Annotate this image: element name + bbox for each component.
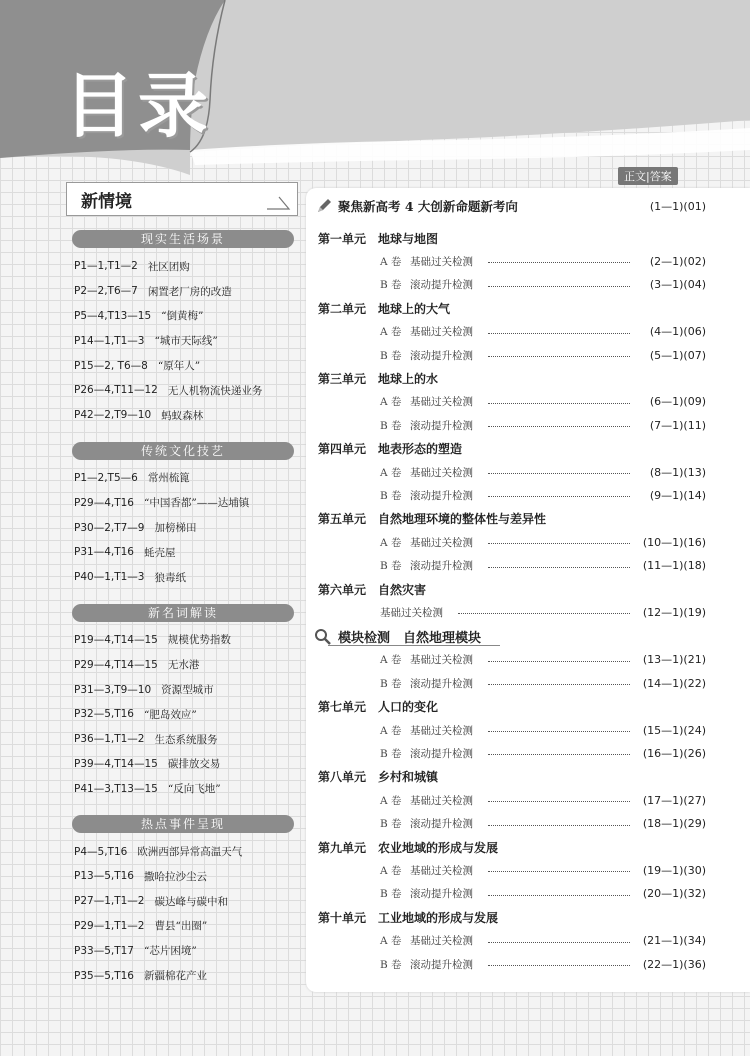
dot-leader	[488, 403, 630, 404]
test-name: 滚动提升检测	[410, 677, 473, 690]
volume-label: A 卷	[380, 654, 402, 667]
scenario-item[interactable]	[66, 565, 298, 590]
test-row[interactable]	[306, 276, 750, 294]
scenario-name: “反向飞地”	[167, 783, 221, 796]
test-row[interactable]	[306, 603, 750, 621]
scenario-name: 生态系统服务	[154, 733, 218, 746]
scenario-name: 新疆棉花产业	[144, 970, 207, 983]
unit-title-row[interactable]	[306, 229, 750, 247]
magnifier-icon	[314, 628, 332, 646]
unit-number: 第五单元	[318, 512, 367, 527]
unit-number: 第十单元	[318, 910, 367, 925]
category-header: 传统文化技艺	[72, 442, 294, 460]
scenario-code: P2—2,T6—7	[74, 285, 138, 298]
test-row[interactable]	[306, 815, 750, 833]
scenario-name: 蚂蚁森林	[161, 409, 204, 422]
dot-leader	[488, 473, 630, 474]
page-number: (7—1)(11)	[649, 418, 706, 432]
scenario-item[interactable]	[66, 304, 298, 329]
left-panel	[66, 182, 298, 988]
page-number: (2—1)(02)	[649, 254, 706, 268]
dot-leader	[488, 871, 630, 872]
column-tag: 正文|答案	[618, 167, 678, 185]
dot-leader	[488, 801, 630, 802]
test-name: 基础过关检测	[410, 466, 473, 479]
header-banner	[0, 0, 750, 183]
scenario-code: P29—4,T16	[74, 496, 134, 509]
page-number: (14—1)(22)	[642, 676, 706, 690]
scenario-name: 资源型城市	[161, 684, 214, 697]
test-name: 滚动提升检测	[410, 888, 473, 901]
category-header: 新名词解读	[72, 604, 294, 622]
scenario-name: “倒黄梅”	[161, 310, 204, 323]
scenario-name: 曹县“出圈”	[154, 920, 208, 933]
unit-title-row[interactable]	[306, 299, 750, 317]
right-panel	[306, 188, 750, 992]
scenario-name: “中国香都”——达埔镇	[144, 497, 250, 510]
scenario-code: P26—4,T11—12	[74, 384, 158, 397]
scenario-item[interactable]	[66, 254, 298, 279]
page-number: (9—1)(14)	[649, 488, 706, 502]
page-title: 目录	[64, 65, 212, 147]
scenario-item[interactable]	[66, 515, 298, 540]
dot-leader	[458, 613, 630, 614]
unit-title: 地表形态的塑造	[378, 442, 463, 457]
scenario-item[interactable]	[66, 652, 298, 677]
scenario-name: 常州梳篦	[147, 472, 190, 485]
scenario-name: 碳达峰与碳中和	[154, 895, 228, 908]
unit-title-row[interactable]	[306, 369, 750, 387]
test-name: 基础过关检测	[410, 864, 473, 877]
page-number: (13—1)(21)	[642, 653, 706, 667]
scenario-name: “肥岛效应”	[144, 708, 197, 721]
scenario-code: P13—5,T16	[74, 870, 134, 883]
test-name: 滚动提升检测	[410, 279, 473, 292]
dot-leader	[488, 496, 630, 497]
unit-title: 地球上的大气	[378, 301, 451, 316]
scenario-item[interactable]	[66, 466, 298, 491]
test-row[interactable]	[306, 486, 750, 504]
unit-title-row[interactable]	[306, 510, 750, 528]
scenario-item[interactable]	[66, 628, 298, 653]
test-row[interactable]	[306, 955, 750, 973]
scenario-item[interactable]	[66, 328, 298, 353]
test-row[interactable]	[306, 557, 750, 575]
test-name: 基础过关检测	[410, 326, 473, 339]
volume-label: A 卷	[380, 326, 402, 339]
test-row[interactable]	[306, 323, 750, 341]
pen-icon	[316, 198, 332, 214]
scenario-code: P4—5,T16	[74, 845, 128, 858]
volume-label: B 卷	[380, 560, 402, 573]
scenario-item[interactable]	[66, 403, 298, 428]
dot-leader	[488, 262, 630, 263]
test-name: 基础过关检测	[410, 396, 473, 409]
page-number: (3—1)(04)	[649, 278, 706, 292]
scenario-name: 欧洲西部异常高温天气	[137, 846, 243, 859]
test-row[interactable]	[306, 533, 750, 551]
page-number: (21—1)(34)	[642, 934, 706, 948]
test-name: 滚动提升检测	[410, 560, 473, 573]
page-number: (11—1)(18)	[642, 559, 706, 573]
page-number: (5—1)(07)	[649, 348, 706, 362]
volume-label: A 卷	[380, 935, 402, 948]
scenario-item[interactable]	[66, 914, 298, 939]
test-name: 基础过关检测	[410, 255, 473, 268]
scenario-code: P30—2,T7—9	[74, 521, 145, 534]
dot-leader	[488, 684, 630, 685]
page-number: (8—1)(13)	[649, 465, 706, 479]
scenario-code: P29—4,T14—15	[74, 658, 158, 671]
scenario-name: 无人机物流快递业务	[167, 384, 263, 397]
scenario-code: P32—5,T16	[74, 708, 134, 721]
volume-label: B 卷	[380, 419, 402, 432]
scenario-name: “芯片困境”	[144, 945, 197, 958]
test-row[interactable]	[306, 744, 750, 762]
unit-title: 地球与地图	[378, 231, 439, 246]
scenario-code: P19—4,T14—15	[74, 633, 158, 646]
scenario-item[interactable]	[66, 776, 298, 801]
scenario-name: 闲置老厂房的改造	[147, 285, 232, 298]
scenario-item[interactable]	[66, 378, 298, 403]
special-topic-row[interactable]	[306, 196, 750, 216]
scenario-code: P40—1,T1—3	[74, 571, 145, 584]
scenario-name: 加榜梯田	[154, 522, 197, 535]
scenario-code: P14—1,T1—3	[74, 334, 145, 347]
scenario-item[interactable]	[66, 864, 298, 889]
unit-number: 第七单元	[318, 700, 367, 715]
unit-number: 第四单元	[318, 442, 367, 457]
scenario-item[interactable]	[66, 677, 298, 702]
unit-title: 自然地理环境的整体性与差异性	[378, 512, 547, 527]
dot-leader	[488, 333, 630, 334]
scenario-item[interactable]	[66, 889, 298, 914]
unit-number: 第二单元	[318, 301, 367, 316]
unit-number: 第八单元	[318, 770, 367, 785]
unit-number: 第一单元	[318, 231, 367, 246]
dot-leader	[488, 356, 630, 357]
scenario-name: 狼毒纸	[154, 571, 186, 584]
unit-title-row[interactable]	[306, 698, 750, 716]
scenario-name: 蚝壳屋	[144, 546, 176, 559]
special-topic-label: 聚焦新高考 4 大创新命题新考向	[338, 199, 518, 214]
test-name: 滚动提升检测	[410, 958, 473, 971]
corner-fold-icon	[265, 195, 291, 211]
volume-label: B 卷	[380, 747, 402, 760]
dot-leader	[488, 661, 630, 662]
test-name: 基础过关检测	[380, 606, 443, 619]
scenario-code: P36—1,T1—2	[74, 733, 145, 746]
page-number: (20—1)(32)	[642, 887, 706, 901]
test-row[interactable]	[306, 393, 750, 411]
unit-title: 乡村和城镇	[378, 770, 439, 785]
dot-leader	[488, 286, 630, 287]
page-number: (1—1)(01)	[649, 199, 706, 213]
volume-label: A 卷	[380, 794, 402, 807]
dot-leader	[488, 754, 630, 755]
scenario-name: “原年人”	[157, 360, 201, 373]
page-number: (17—1)(27)	[642, 793, 706, 807]
test-name: 滚动提升检测	[410, 489, 473, 502]
scenario-item[interactable]	[66, 963, 298, 988]
unit-title-row[interactable]	[306, 838, 750, 856]
test-row[interactable]	[306, 932, 750, 950]
scenario-code: P31—3,T9—10	[74, 683, 152, 696]
test-row[interactable]	[306, 791, 750, 809]
left-section-title-box	[66, 182, 298, 216]
page-number: (16—1)(26)	[642, 746, 706, 760]
volume-label: A 卷	[380, 466, 402, 479]
unit-title-row[interactable]	[306, 908, 750, 926]
scenario-code: P35—5,T16	[74, 969, 134, 982]
volume-label: A 卷	[380, 396, 402, 409]
unit-number: 第九单元	[318, 840, 367, 855]
scenario-code: P1—1,T1—2	[74, 260, 138, 273]
page-number: (19—1)(30)	[642, 863, 706, 877]
dot-leader	[488, 543, 630, 544]
scenario-item[interactable]	[66, 938, 298, 963]
module-underline	[328, 645, 500, 646]
test-name: 滚动提升检测	[410, 349, 473, 362]
dot-leader	[488, 567, 630, 568]
scenario-item[interactable]	[66, 540, 298, 565]
page-number: (4—1)(06)	[649, 325, 706, 339]
volume-label: A 卷	[380, 724, 402, 737]
scenario-name: 撒哈拉沙尘云	[144, 870, 207, 883]
scenario-code: P15—2, T6—8	[74, 359, 148, 372]
test-row[interactable]	[306, 721, 750, 739]
volume-label: B 卷	[380, 489, 402, 502]
category-header: 热点事件呈现	[72, 815, 294, 833]
volume-label: A 卷	[380, 864, 402, 877]
scenario-name: 社区团购	[147, 260, 190, 273]
test-name: 基础过关检测	[410, 935, 473, 948]
test-row[interactable]	[306, 651, 750, 669]
scenario-code: P27—1,T1—2	[74, 895, 145, 908]
scenario-code: P39—4,T14—15	[74, 757, 158, 770]
unit-title: 农业地域的形成与发展	[378, 840, 499, 855]
scenario-code: P42—2,T9—10	[74, 409, 152, 422]
left-section-title: 新情境	[81, 191, 132, 212]
volume-label: A 卷	[380, 255, 402, 268]
unit-number: 第六单元	[318, 582, 367, 597]
dot-leader	[488, 895, 630, 896]
dot-leader	[488, 731, 630, 732]
scenario-item[interactable]	[66, 727, 298, 752]
scenario-item[interactable]	[66, 353, 298, 378]
page-number: (10—1)(16)	[642, 535, 706, 549]
scenario-item[interactable]	[66, 490, 298, 515]
test-name: 基础过关检测	[410, 724, 473, 737]
scenario-code: P29—1,T1—2	[74, 919, 145, 932]
scenario-name: 碳排放交易	[167, 758, 221, 771]
test-row[interactable]	[306, 416, 750, 434]
page-number: (12—1)(19)	[642, 605, 706, 619]
unit-title-row[interactable]	[306, 440, 750, 458]
scenario-item[interactable]	[66, 752, 298, 777]
scenario-code: P1—2,T5—6	[74, 471, 138, 484]
scenario-item[interactable]	[66, 702, 298, 727]
test-name: 基础过关检测	[410, 536, 473, 549]
test-row[interactable]	[306, 861, 750, 879]
test-name: 滚动提升检测	[410, 747, 473, 760]
test-row[interactable]	[306, 346, 750, 364]
dot-leader	[488, 825, 630, 826]
test-name: 基础过关检测	[410, 794, 473, 807]
volume-label: B 卷	[380, 888, 402, 901]
volume-label: B 卷	[380, 349, 402, 362]
scenario-code: P41—3,T13—15	[74, 782, 158, 795]
dot-leader	[488, 965, 630, 966]
volume-label: B 卷	[380, 677, 402, 690]
dot-leader	[488, 426, 630, 427]
page-number: (15—1)(24)	[642, 723, 706, 737]
module-test-row[interactable]	[306, 626, 750, 648]
unit-number: 第三单元	[318, 371, 367, 386]
volume-label: B 卷	[380, 818, 402, 831]
page-number: (18—1)(29)	[642, 817, 706, 831]
test-row[interactable]	[306, 885, 750, 903]
unit-title: 地球上的水	[378, 371, 439, 386]
volume-label: A 卷	[380, 536, 402, 549]
page-number: (22—1)(36)	[642, 957, 706, 971]
test-name: 滚动提升检测	[410, 818, 473, 831]
volume-label: B 卷	[380, 958, 402, 971]
test-row[interactable]	[306, 463, 750, 481]
test-name: 滚动提升检测	[410, 419, 473, 432]
scenario-name: 规模优势指数	[167, 634, 231, 647]
test-row[interactable]	[306, 674, 750, 692]
unit-title: 自然灾害	[378, 582, 427, 597]
volume-label: B 卷	[380, 279, 402, 292]
scenario-name: 无水港	[167, 659, 200, 672]
unit-title: 人口的变化	[378, 700, 439, 715]
scenario-item[interactable]	[66, 279, 298, 304]
unit-title: 工业地域的形成与发展	[378, 910, 499, 925]
module-test-label: 模块检测 自然地理模块	[338, 631, 482, 647]
unit-title-row[interactable]	[306, 768, 750, 786]
scenario-code: P33—5,T17	[74, 944, 134, 957]
scenario-code: P5—4,T13—15	[74, 309, 152, 322]
test-row[interactable]	[306, 252, 750, 270]
page-number: (6—1)(09)	[649, 395, 706, 409]
scenario-item[interactable]	[66, 839, 298, 864]
scenario-name: “城市天际线”	[154, 335, 218, 348]
test-name: 基础过关检测	[410, 654, 473, 667]
category-header: 现实生活场景	[72, 230, 294, 248]
scenario-code: P31—4,T16	[74, 546, 134, 559]
unit-title-row[interactable]	[306, 580, 750, 598]
dot-leader	[488, 942, 630, 943]
